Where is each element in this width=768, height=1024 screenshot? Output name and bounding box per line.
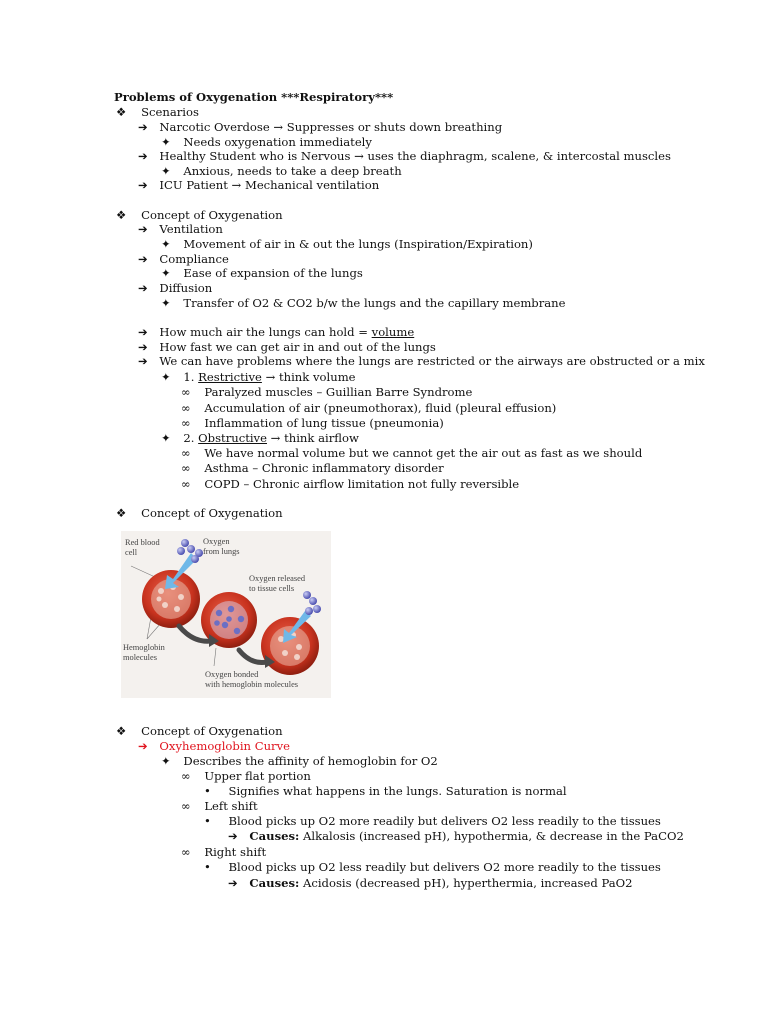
- dot-bullet-icon: •: [204, 814, 211, 828]
- list-item: ✦ Ease of expansion of the lungs: [161, 266, 363, 280]
- svg-text:Oxygen released: Oxygen released: [249, 574, 306, 583]
- list-item: ✦ Describes the affinity of hemoglobin for O2: [161, 754, 438, 768]
- list-item: ➔ Compliance: [138, 252, 229, 266]
- star-bullet-icon: ✦: [161, 266, 171, 280]
- obstructive-item: ✦ 2. Obstructive → think airflow: [161, 431, 359, 445]
- volume-underlined: volume: [371, 325, 415, 339]
- arrow-bullet-icon: ➔: [138, 178, 148, 192]
- list-item: ➔ How much air the lungs can hold = volume: [138, 325, 415, 339]
- arrow-bullet-icon: ➔: [138, 739, 148, 753]
- section-concept-2: ❖ Concept of Oxygenation: [116, 506, 283, 520]
- list-item: • Blood picks up O2 less readily but delivers O2 more readily to the tissues: [204, 860, 661, 874]
- list-item: ✦ Movement of air in & out the lungs (Inspiration/Expiration): [161, 237, 533, 251]
- list-item: ➔ Narcotic Overdose → Suppresses or shuts down breathing: [138, 120, 503, 134]
- dot-bullet-icon: •: [204, 860, 211, 874]
- star-bullet-icon: ✦: [161, 135, 171, 149]
- section-concept-3: ❖ Concept of Oxygenation: [116, 724, 283, 738]
- list-item: ∞ Right shift: [181, 845, 267, 859]
- arrow-bullet-icon: ➔: [228, 876, 238, 890]
- svg-text:Oxygen: Oxygen: [203, 537, 230, 546]
- arrow-bullet-icon: ➔: [138, 325, 148, 339]
- diamond-bullet-icon: ❖: [116, 724, 127, 738]
- list-item: ∞ Asthma – Chronic inflammatory disorder: [181, 461, 444, 475]
- svg-text:to tissue cells: to tissue cells: [249, 584, 295, 593]
- list-item: ∞ Accumulation of air (pneumothorax), fluid (pleural effusion): [181, 401, 557, 415]
- svg-text:with hemoglobin molecules: with hemoglobin molecules: [205, 680, 299, 689]
- dot-bullet-icon: •: [204, 784, 211, 798]
- list-item: ➔ We can have problems where the lungs are restricted or the airways are obstructed or a mix: [138, 354, 705, 368]
- svg-text:Red blood: Red blood: [125, 538, 160, 547]
- arrow-bullet-icon: ➔: [138, 340, 148, 354]
- hemoglobin-oxygen-figure: [121, 531, 331, 698]
- list-item: ➔ ICU Patient → Mechanical ventilation: [138, 178, 380, 192]
- list-item: ➔ Causes: Alkalosis (increased pH), hypothermia, & decrease in the PaCO2: [228, 829, 684, 843]
- star-bullet-icon: ✦: [161, 296, 171, 310]
- infinity-bullet-icon: ∞: [181, 416, 191, 430]
- oxyhemoglobin-curve-heading: ➔ Oxyhemoglobin Curve: [138, 739, 290, 753]
- list-item: ∞ COPD – Chronic airflow limitation not fully reversible: [181, 477, 520, 491]
- list-item: ➔ Ventilation: [138, 222, 223, 236]
- infinity-bullet-icon: ∞: [181, 401, 191, 415]
- list-item: ∞ We have normal volume but we cannot get the air out as fast as we should: [181, 446, 643, 460]
- list-item: ✦ Needs oxygenation immediately: [161, 135, 372, 149]
- section-concept-1: ❖ Concept of Oxygenation: [116, 208, 283, 222]
- list-item: ➔ Diffusion: [138, 281, 213, 295]
- star-bullet-icon: ✦: [161, 370, 171, 384]
- infinity-bullet-icon: ∞: [181, 845, 191, 859]
- list-item: ➔ Healthy Student who is Nervous → uses the diaphragm, scalene, & intercostal muscles: [138, 149, 671, 163]
- diamond-bullet-icon: ❖: [116, 105, 127, 119]
- red-blood-cell-illustration: [121, 531, 331, 698]
- svg-text:molecules: molecules: [123, 653, 157, 662]
- arrow-bullet-icon: ➔: [138, 149, 148, 163]
- star-bullet-icon: ✦: [161, 754, 171, 768]
- list-item: ∞ Left shift: [181, 799, 258, 813]
- list-item: ✦ Anxious, needs to take a deep breath: [161, 164, 402, 178]
- star-bullet-icon: ✦: [161, 431, 171, 445]
- list-item: • Blood picks up O2 more readily but delivers O2 less readily to the tissues: [204, 814, 661, 828]
- svg-text:cell: cell: [125, 548, 138, 557]
- restrictive-item: ✦ 1. Restrictive → think volume: [161, 370, 356, 384]
- infinity-bullet-icon: ∞: [181, 446, 191, 460]
- infinity-bullet-icon: ∞: [181, 461, 191, 475]
- arrow-bullet-icon: ➔: [138, 281, 148, 295]
- list-item: • Signifies what happens in the lungs. Saturation is normal: [204, 784, 567, 798]
- infinity-bullet-icon: ∞: [181, 477, 191, 491]
- diamond-bullet-icon: ❖: [116, 208, 127, 222]
- svg-text:Oxygen bonded: Oxygen bonded: [205, 670, 259, 679]
- svg-text:Hemoglobin: Hemoglobin: [123, 643, 165, 652]
- page-title: Problems of Oxygenation ***Respiratory***: [114, 90, 394, 104]
- list-item: ➔ Causes: Acidosis (decreased pH), hyperthermia, increased PaO2: [228, 876, 633, 890]
- arrow-bullet-icon: ➔: [138, 252, 148, 266]
- diamond-bullet-icon: ❖: [116, 506, 127, 520]
- list-item: ✦ Transfer of O2 & CO2 b/w the lungs and the capillary membrane: [161, 296, 566, 310]
- arrow-bullet-icon: ➔: [138, 222, 148, 236]
- list-item: ∞ Inflammation of lung tissue (pneumonia): [181, 416, 444, 430]
- arrow-bullet-icon: ➔: [228, 829, 238, 843]
- infinity-bullet-icon: ∞: [181, 769, 191, 783]
- infinity-bullet-icon: ∞: [181, 385, 191, 399]
- list-item: ➔ How fast we can get air in and out of the lungs: [138, 340, 436, 354]
- star-bullet-icon: ✦: [161, 164, 171, 178]
- scenarios-heading: Scenarios: [141, 105, 199, 119]
- arrow-bullet-icon: ➔: [138, 120, 148, 134]
- infinity-bullet-icon: ∞: [181, 799, 191, 813]
- svg-text:from lungs: from lungs: [203, 547, 240, 556]
- star-bullet-icon: ✦: [161, 237, 171, 251]
- section-scenarios: [116, 105, 199, 120]
- arrow-bullet-icon: ➔: [138, 354, 148, 368]
- list-item: ∞ Paralyzed muscles – Guillian Barre Syndrome: [181, 385, 473, 399]
- list-item: ∞ Upper flat portion: [181, 769, 311, 783]
